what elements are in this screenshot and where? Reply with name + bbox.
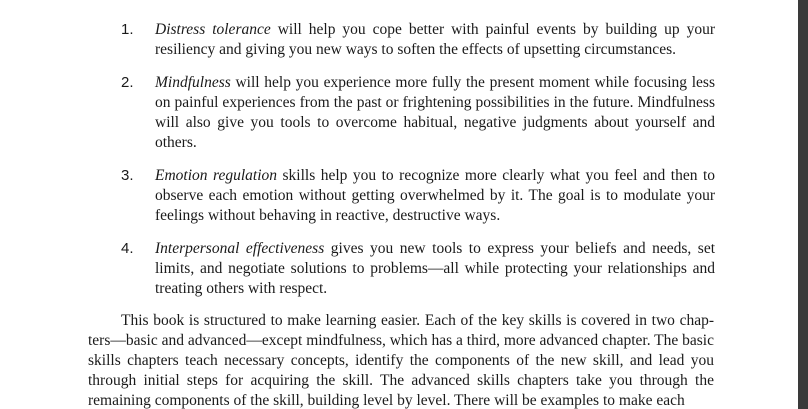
body-paragraph: This book is structured to make learning easier. Each of the key skills is covered in two chap-ters—basic and advanced—except mindfulness, which has a third, more advanced chapter. The basic skills chapters teach necessary concepts, identify the components of the new skill, and lead you through initial steps for acquiring the skill. The advanced skills chapters take you through the remaining components of the skill, building level by level. There will be examples to make each <box>88 312 714 409</box>
skill-term: Distress tolerance <box>155 21 271 38</box>
skill-description: will help you cope better with painful events by building up your resiliency and giving you new ways to soften the effects of upsetting circumstances. <box>155 21 715 58</box>
skill-description: skills help you to recognize more clearly what you feel and then to observe each emotion without getting overwhelmed by it. The goal is to modulate your feelings without behaving in reactive, destructive ways. <box>155 167 716 224</box>
list-item-number: 4. <box>121 240 134 257</box>
skill-term: Emotion regulation <box>155 167 278 184</box>
list-item <box>121 166 715 226</box>
skill-description: will help you experience more fully the present moment while focusing less on painful experiences from the past or frightening possibilities in the future. Mindfulness will also give you tools to overcome habitual, negative judgments about yourself and others. <box>155 74 715 151</box>
skill-term: Mindfulness <box>155 74 231 91</box>
list-item <box>121 73 715 153</box>
list-item-text <box>155 73 715 153</box>
viewer-edge <box>798 0 808 409</box>
list-item-text <box>155 20 715 60</box>
list-item-text <box>155 166 715 226</box>
skill-term: Interpersonal effectiveness <box>155 240 325 257</box>
list-item <box>121 239 715 299</box>
skill-description: gives you new tools to express your beliefs and needs, set limits, and negotiate solutions to problems—all while protecting your relationships and treating others with respect. <box>155 240 716 297</box>
list-item-text <box>155 239 715 299</box>
list-item <box>121 20 715 60</box>
skills-list <box>121 20 715 312</box>
list-item-number: 1. <box>121 21 134 38</box>
list-item-number: 3. <box>121 167 134 184</box>
list-item-number: 2. <box>121 74 134 91</box>
